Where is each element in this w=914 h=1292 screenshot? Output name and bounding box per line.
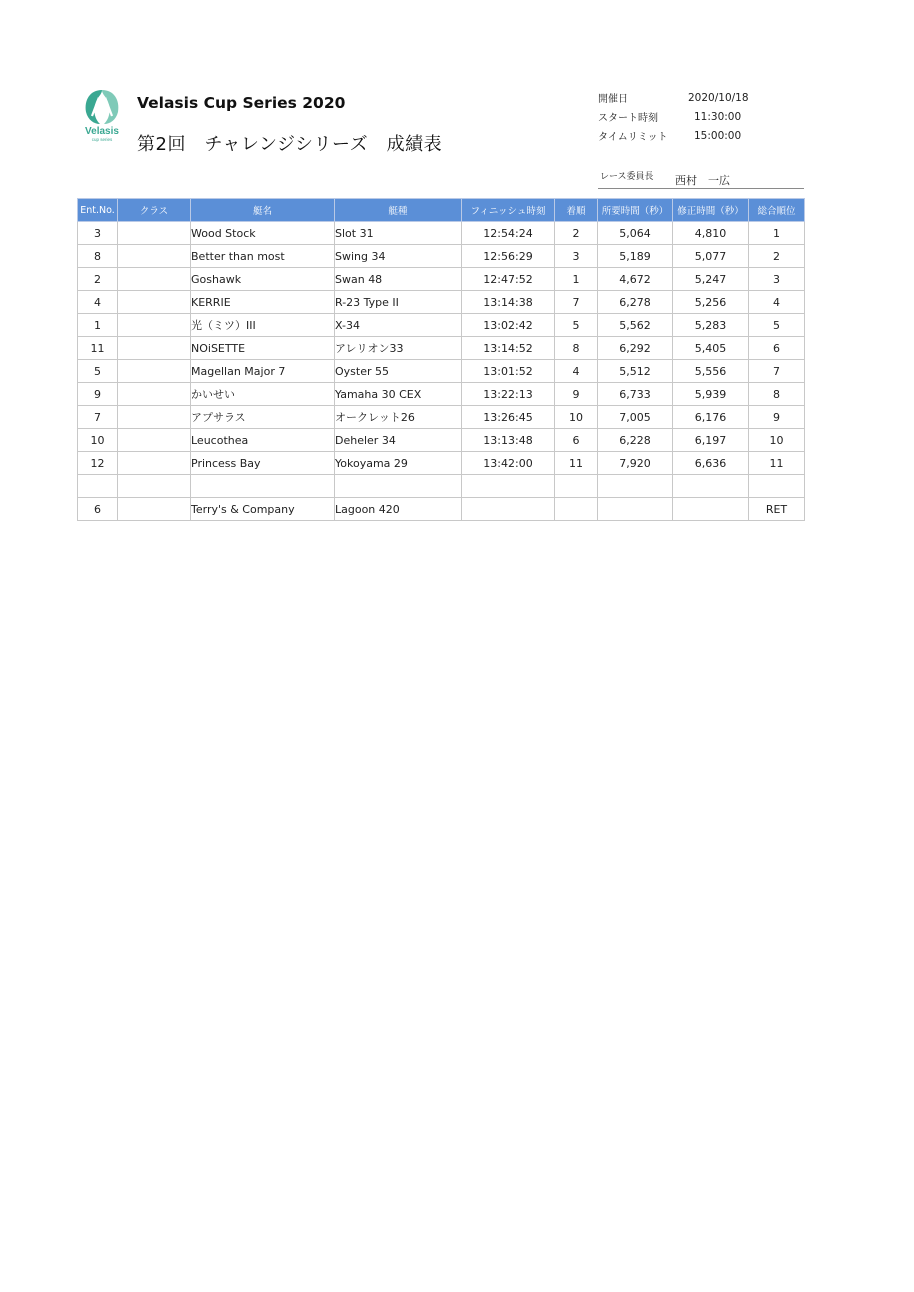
cell-yacht-name: Leucothea — [191, 429, 335, 452]
cell-yacht-type: X-34 — [335, 314, 462, 337]
cell-finish-order: 1 — [555, 268, 598, 291]
cell-yacht-type: Lagoon 420 — [335, 498, 462, 521]
cell-class — [118, 337, 191, 360]
table-row — [78, 245, 805, 268]
cell-yacht-name: Goshawk — [191, 268, 335, 291]
logo-text: Velasis — [85, 126, 119, 137]
date-label: 開催日 — [598, 94, 628, 105]
cell-elapsed-time — [598, 498, 673, 521]
cell-class — [118, 452, 191, 475]
cell-corrected-time: 5,405 — [673, 337, 749, 360]
cell-finish-order: 11 — [555, 452, 598, 475]
cell-finish-order: 4 — [555, 360, 598, 383]
cell-yacht-name: Wood Stock — [191, 222, 335, 245]
cell-elapsed-time: 5,189 — [598, 245, 673, 268]
cell-class — [118, 222, 191, 245]
cell-class — [118, 360, 191, 383]
cell-yacht-type: Swing 34 — [335, 245, 462, 268]
table-row — [78, 314, 805, 337]
cell-class — [118, 245, 191, 268]
cell-overall-rank: 3 — [749, 268, 805, 291]
page-title-jp: 第2回 チャレンジシリーズ 成績表 — [137, 134, 443, 155]
cell-finish-order: 8 — [555, 337, 598, 360]
time-limit-row — [598, 126, 798, 145]
cell-yacht-name: NOiSETTE — [191, 337, 335, 360]
table-row — [78, 498, 805, 521]
cell-entry-no — [78, 475, 118, 498]
cell-class — [118, 498, 191, 521]
table-row — [78, 222, 805, 245]
cell-finish-order — [555, 475, 598, 498]
committee-label: レース委員長 — [600, 172, 654, 182]
cell-corrected-time — [673, 475, 749, 498]
col-corrected-time: 修正時間（秒） — [673, 199, 749, 222]
col-yacht-name: 艇名 — [191, 199, 335, 222]
cell-elapsed-time: 5,512 — [598, 360, 673, 383]
velasis-logo — [80, 86, 124, 144]
cell-elapsed-time: 5,064 — [598, 222, 673, 245]
cell-corrected-time: 6,636 — [673, 452, 749, 475]
cell-finish-time: 13:14:52 — [462, 337, 555, 360]
cell-entry-no: 10 — [78, 429, 118, 452]
cell-finish-order: 7 — [555, 291, 598, 314]
cell-elapsed-time: 6,292 — [598, 337, 673, 360]
cell-yacht-type: アレリオン33 — [335, 337, 462, 360]
cell-yacht-type: Yamaha 30 CEX — [335, 383, 462, 406]
cell-entry-no: 6 — [78, 498, 118, 521]
table-row — [78, 383, 805, 406]
cell-yacht-name — [191, 475, 335, 498]
col-finish-time: フィニッシュ時刻 — [462, 199, 555, 222]
cell-overall-rank: 10 — [749, 429, 805, 452]
cell-yacht-name: Better than most — [191, 245, 335, 268]
race-committee — [598, 166, 804, 189]
cell-overall-rank: 11 — [749, 452, 805, 475]
cell-yacht-type: R-23 Type II — [335, 291, 462, 314]
cell-entry-no: 9 — [78, 383, 118, 406]
cell-corrected-time: 5,556 — [673, 360, 749, 383]
cell-finish-time: 13:02:42 — [462, 314, 555, 337]
start-time-label: スタート時刻 — [598, 113, 658, 124]
cell-finish-time: 13:26:45 — [462, 406, 555, 429]
cell-elapsed-time: 6,228 — [598, 429, 673, 452]
cell-yacht-name: Terry's & Company — [191, 498, 335, 521]
col-class: クラス — [118, 199, 191, 222]
race-info — [598, 88, 798, 145]
cell-corrected-time — [673, 498, 749, 521]
table-row — [78, 360, 805, 383]
cell-finish-time: 12:47:52 — [462, 268, 555, 291]
table-row — [78, 337, 805, 360]
cell-overall-rank — [749, 475, 805, 498]
date-value: 2020/10/18 — [688, 91, 749, 104]
cell-finish-time: 13:14:38 — [462, 291, 555, 314]
cell-finish-order: 9 — [555, 383, 598, 406]
cell-yacht-name: かいせい — [191, 383, 335, 406]
cell-entry-no: 4 — [78, 291, 118, 314]
cell-entry-no: 12 — [78, 452, 118, 475]
table-row — [78, 429, 805, 452]
table-header-row — [78, 199, 805, 222]
table-row — [78, 291, 805, 314]
cell-entry-no: 1 — [78, 314, 118, 337]
col-finish-order: 着順 — [555, 199, 598, 222]
table-row — [78, 406, 805, 429]
cell-entry-no: 3 — [78, 222, 118, 245]
cell-yacht-name: Princess Bay — [191, 452, 335, 475]
cell-overall-rank: 9 — [749, 406, 805, 429]
cell-class — [118, 475, 191, 498]
cell-class — [118, 406, 191, 429]
cell-elapsed-time: 7,920 — [598, 452, 673, 475]
cell-elapsed-time: 6,733 — [598, 383, 673, 406]
committee-value: 西村 一広 — [675, 174, 730, 187]
cell-class — [118, 429, 191, 452]
cell-finish-order: 10 — [555, 406, 598, 429]
time-limit-label: タイムリミット — [598, 132, 668, 143]
cell-yacht-type: Swan 48 — [335, 268, 462, 291]
cell-finish-time: 13:13:48 — [462, 429, 555, 452]
cell-yacht-type — [335, 475, 462, 498]
cell-entry-no: 8 — [78, 245, 118, 268]
col-entry-no: Ent.No. — [78, 199, 118, 222]
cell-finish-time: 13:42:00 — [462, 452, 555, 475]
col-overall-rank: 総合順位 — [749, 199, 805, 222]
cell-class — [118, 383, 191, 406]
cell-entry-no: 7 — [78, 406, 118, 429]
results-table — [77, 198, 805, 521]
cell-elapsed-time: 7,005 — [598, 406, 673, 429]
cell-yacht-type: Yokoyama 29 — [335, 452, 462, 475]
cell-overall-rank: 8 — [749, 383, 805, 406]
logo-subtext: cup series — [91, 137, 113, 142]
cell-overall-rank: 6 — [749, 337, 805, 360]
cell-class — [118, 291, 191, 314]
cell-elapsed-time — [598, 475, 673, 498]
cell-entry-no: 5 — [78, 360, 118, 383]
cell-overall-rank: RET — [749, 498, 805, 521]
page-title-en: Velasis Cup Series 2020 — [137, 94, 346, 112]
cell-overall-rank: 5 — [749, 314, 805, 337]
cell-yacht-name: 光（ミツ）III — [191, 314, 335, 337]
cell-corrected-time: 5,077 — [673, 245, 749, 268]
cell-yacht-name: Magellan Major 7 — [191, 360, 335, 383]
table-row — [78, 268, 805, 291]
cell-finish-time — [462, 475, 555, 498]
cell-corrected-time: 6,176 — [673, 406, 749, 429]
cell-elapsed-time: 4,672 — [598, 268, 673, 291]
cell-overall-rank: 7 — [749, 360, 805, 383]
cell-finish-time: 13:01:52 — [462, 360, 555, 383]
cell-finish-order — [555, 498, 598, 521]
cell-corrected-time: 5,283 — [673, 314, 749, 337]
time-limit-value: 15:00:00 — [694, 129, 742, 142]
cell-class — [118, 314, 191, 337]
col-yacht-type: 艇種 — [335, 199, 462, 222]
cell-overall-rank: 2 — [749, 245, 805, 268]
cell-finish-time: 12:56:29 — [462, 245, 555, 268]
table-row — [78, 452, 805, 475]
cell-overall-rank: 4 — [749, 291, 805, 314]
cell-overall-rank: 1 — [749, 222, 805, 245]
cell-class — [118, 268, 191, 291]
cell-finish-order: 6 — [555, 429, 598, 452]
cell-corrected-time: 4,810 — [673, 222, 749, 245]
cell-finish-order: 2 — [555, 222, 598, 245]
cell-finish-order: 5 — [555, 314, 598, 337]
cell-finish-time — [462, 498, 555, 521]
cell-finish-time: 12:54:24 — [462, 222, 555, 245]
cell-yacht-type: Deheler 34 — [335, 429, 462, 452]
col-elapsed-time: 所要時間（秒） — [598, 199, 673, 222]
cell-entry-no: 2 — [78, 268, 118, 291]
cell-corrected-time: 5,256 — [673, 291, 749, 314]
cell-corrected-time: 6,197 — [673, 429, 749, 452]
cell-yacht-type: オークレット26 — [335, 406, 462, 429]
cell-entry-no: 11 — [78, 337, 118, 360]
table-row — [78, 475, 805, 498]
cell-corrected-time: 5,247 — [673, 268, 749, 291]
cell-elapsed-time: 6,278 — [598, 291, 673, 314]
start-time-value: 11:30:00 — [694, 110, 742, 123]
cell-yacht-name: アプサラス — [191, 406, 335, 429]
cell-yacht-name: KERRIE — [191, 291, 335, 314]
results-body — [78, 222, 805, 521]
start-time-row — [598, 107, 798, 126]
cell-finish-time: 13:22:13 — [462, 383, 555, 406]
cell-yacht-type: Oyster 55 — [335, 360, 462, 383]
date-row — [598, 88, 798, 107]
cell-corrected-time: 5,939 — [673, 383, 749, 406]
cell-finish-order: 3 — [555, 245, 598, 268]
cell-elapsed-time: 5,562 — [598, 314, 673, 337]
cell-yacht-type: Slot 31 — [335, 222, 462, 245]
